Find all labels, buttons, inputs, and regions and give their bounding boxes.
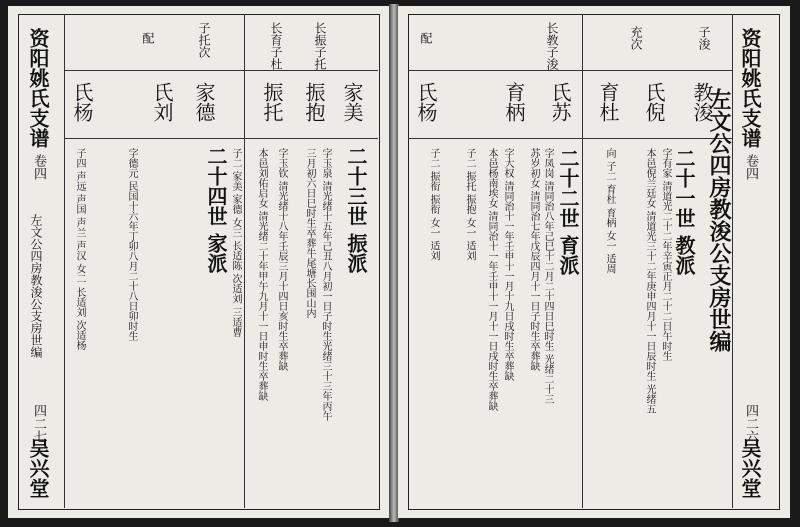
left-body-line: 子四 声远 声国 声兰 声汉 女二 长适刘 次适杨 [74, 148, 85, 351]
right-name-cell: 教浚 [690, 82, 714, 122]
right-body-line: 子二 振托 振抱 女一 适刘 [464, 148, 475, 261]
right-header-col: 子浚 [697, 26, 711, 50]
left-page [8, 6, 390, 518]
left-name-cell: 家德 [192, 82, 216, 122]
right-generation-21: 二十一世 教派 [672, 148, 696, 275]
left-gen-divider [244, 14, 245, 508]
right-header-col: 配 [419, 32, 433, 44]
right-margin-line [732, 14, 733, 508]
left-header-col: 子托次 [197, 22, 211, 58]
left-name-divider [64, 138, 378, 139]
left-name-cell: 家美 [340, 82, 364, 122]
right-body-line: 本邑杨南埃女 清同治十一年壬申十一月十一日戌时生卒葬缺 [486, 148, 497, 412]
right-name-cell: 氏苏 [548, 82, 572, 122]
left-body-line: 子二 家美 家德 女三 长适陈 次适刘 三适曹 [230, 148, 241, 338]
left-hall-name: 吴兴堂 [26, 438, 50, 498]
left-header-divider [64, 70, 378, 71]
left-name-cell: 振抱 [302, 82, 326, 122]
left-name-cell: 氏刘 [150, 82, 174, 122]
right-name-cell: 氏倪 [642, 82, 666, 122]
left-name-cell: 振托 [260, 82, 284, 122]
left-header-col: 长振子托 [313, 22, 327, 70]
right-header-divider [408, 70, 732, 71]
right-body-line: 字凤岗 清同治八年己巳十二月二十四日巳时生 光绪二十三 [542, 148, 553, 405]
right-page [398, 6, 790, 518]
left-generation-24: 二十四世 家派 [204, 146, 228, 273]
right-body-line: 向 子二 育杜 育柄 女一 适周 [604, 148, 615, 274]
right-hall-name: 吴兴堂 [738, 438, 762, 498]
left-body-line: 字玉泉 清光绪十五年己丑八月初一日子时生光绪三十三年丙午 [320, 148, 331, 422]
right-body-line: 子二 振衔 振衔 女一 适刘 [428, 148, 439, 261]
right-volume: 卷四 [743, 154, 758, 180]
right-name-cell: 育柄 [502, 82, 526, 122]
left-book-title: 资阳姚氏支谱 [26, 28, 50, 148]
right-header-col: 充次 [629, 26, 643, 50]
left-body-line: 三月初六日巳时生卒葬牛尾塘长围山内 [304, 148, 315, 318]
left-header-col: 配 [141, 32, 155, 44]
left-generation-23: 二十三世 振派 [344, 146, 368, 273]
left-margin-line [64, 14, 65, 508]
left-name-cell: 氏杨 [70, 82, 94, 122]
right-name-divider [408, 138, 732, 139]
left-body-line: 本邑刘佑启女 清光绪二十年甲午九月十一日申时生卒葬缺 [256, 148, 267, 402]
right-body-line: 本邑倪兰廷女 清道光三十二年庚申四月十一日辰时生 光绪五 [644, 148, 655, 415]
right-gen-divider [582, 14, 583, 508]
right-body-line: 字有家 清道光二十二年辛寅正月二十二日午时生 [660, 148, 671, 362]
left-section-title: 左文公四房教浚公支房世编 [29, 214, 43, 358]
left-page-number: 四二七 [31, 404, 46, 443]
right-name-cell: 氏杨 [414, 82, 438, 122]
left-header-col: 长育子杜 [269, 22, 283, 70]
right-section-title: 左文公四房教浚公支房世编 [706, 88, 732, 352]
left-body-line: 字德元 民国十六年丁卯八月二十八日卯时生 [126, 148, 137, 342]
right-name-cell: 育杜 [596, 82, 620, 122]
left-volume: 卷四 [31, 154, 46, 180]
left-body-line: 字玉钦 清光绪十八年壬辰三月十四日亥时生卒葬缺 [276, 148, 287, 372]
right-page-number: 四二六 [743, 404, 758, 443]
right-generation-22: 二十二世 育派 [556, 148, 580, 275]
right-body-line: 字大权 清同治十一年壬申十一月十九日戌时生卒葬缺 [502, 148, 513, 382]
right-book-title: 资阳姚氏支谱 [738, 28, 762, 148]
right-header-col: 长教子浚 [545, 22, 559, 70]
right-body-line: 苏岁初女 清同治七年戊辰四月十一日子时生卒葬缺 [528, 148, 539, 372]
